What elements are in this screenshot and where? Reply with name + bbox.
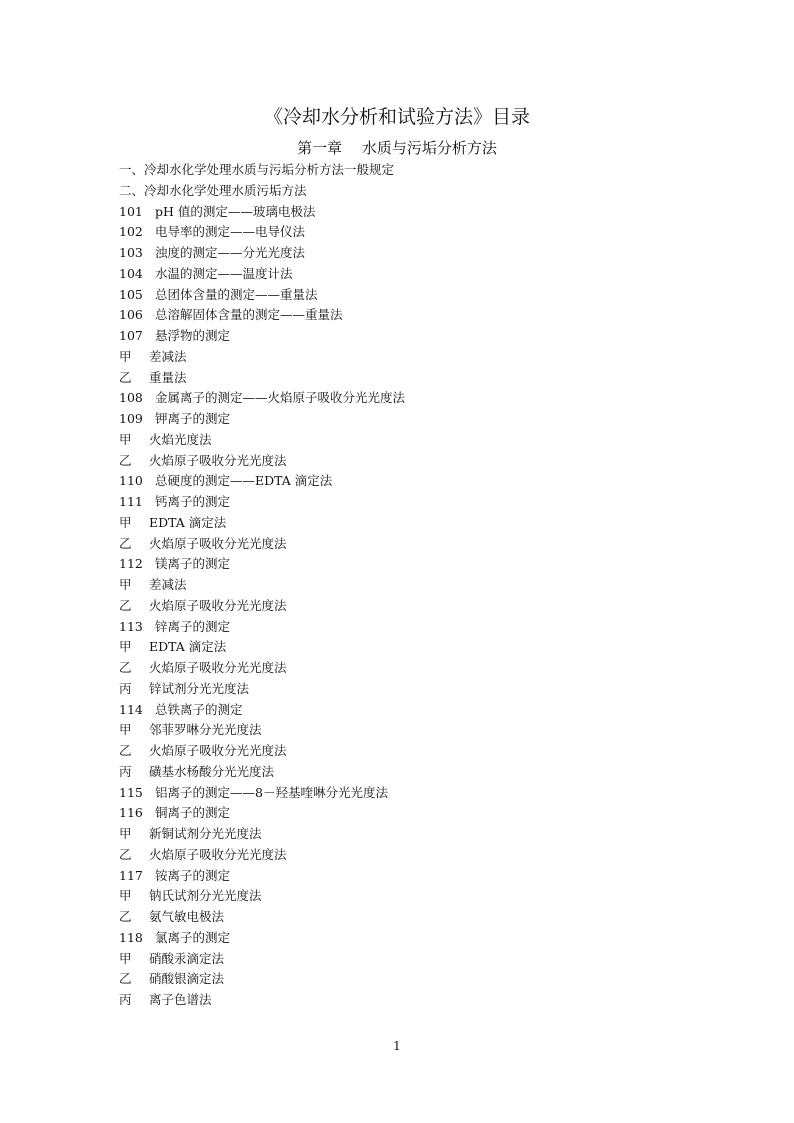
toc-entry-text: 总铁离子的测定	[155, 701, 243, 717]
toc-entry	[119, 928, 405, 949]
toc-entry-text: 金属离子的测定——火焰原子吸收分光光度法	[155, 390, 406, 406]
toc-entry	[119, 513, 405, 534]
toc-entry-text: 钾离子的测定	[155, 411, 231, 426]
toc-entry-text: 总硬度的测定——EDTA 滴定法	[155, 473, 333, 489]
toc-entry-code: 105	[119, 286, 143, 302]
toc-entry-text: 火焰原子吸收分光光度法	[149, 535, 287, 551]
toc-entry	[119, 471, 405, 492]
toc-entry-text: 钠氏试剂分光光度法	[149, 888, 262, 904]
toc-entry-text: 火焰原子吸收分光光度法	[149, 660, 287, 675]
toc-entry-text: 火焰原子吸收分光光度法	[149, 846, 287, 862]
toc-entry-text: 铜离子的测定	[155, 805, 231, 821]
toc-entry-code: 甲	[119, 348, 132, 364]
toc-entry	[119, 720, 405, 741]
toc-entry-text: 邻菲罗啉分光光度法	[149, 722, 262, 738]
page-number: 1	[393, 1039, 401, 1053]
chapter-heading: 第一章 水质与污垢分析方法	[297, 139, 497, 157]
toc-entry-code: 115	[119, 784, 143, 800]
toc-entry-text: 火焰原子吸收分光光度法	[149, 743, 287, 758]
toc-entry	[119, 886, 405, 907]
toc-entry-code: 乙	[119, 971, 132, 987]
toc-entry-code: 102	[119, 224, 143, 240]
toc-entry	[119, 326, 405, 347]
toc-entry-code: 甲	[119, 431, 132, 447]
toc-entry-code: 113	[119, 618, 143, 634]
toc-entry	[119, 658, 405, 679]
toc-entry	[119, 368, 405, 389]
toc-entry-code: 108	[119, 390, 143, 406]
toc-entry	[119, 907, 405, 928]
toc-entry	[119, 409, 405, 430]
toc-entry-text: 总团体含量的测定——重量法	[155, 286, 318, 302]
toc-entry-code: 甲	[119, 826, 132, 841]
toc-entry-text: 硝酸汞滴定法	[149, 950, 225, 966]
toc-entry-text: 氯离子的测定	[155, 929, 231, 945]
toc-entry	[119, 534, 405, 555]
toc-entry-code: 甲	[119, 888, 132, 904]
toc-entry-text: 差减法	[149, 348, 187, 364]
toc-entry	[119, 222, 405, 243]
toc-entry-text: 总溶解固体含量的测定——重量法	[155, 307, 343, 323]
toc-entry-text: 重量法	[149, 369, 187, 385]
toc-entry-code: 甲	[119, 722, 132, 738]
toc-entry	[119, 783, 405, 804]
toc-entry-text: 二、冷却水化学处理水质污垢方法	[119, 182, 307, 198]
toc-entry-code: 109	[119, 411, 143, 426]
toc-entry-code: 乙	[119, 743, 132, 758]
toc-entry-code: 107	[119, 328, 143, 343]
toc-entry	[119, 762, 405, 783]
toc-entry-text: 硝酸银滴定法	[149, 971, 225, 987]
toc-entry-code: 乙	[119, 846, 132, 862]
toc-entry-text: 锌试剂分光光度法	[149, 680, 250, 696]
toc-entry-text: 火焰原子吸收分光光度法	[149, 597, 287, 613]
toc-entry-text: 磺基水杨酸分光光度法	[149, 763, 275, 779]
toc-entry-code: 乙	[119, 535, 132, 551]
document-title: 《冷却水分析和试验方法》目录	[263, 106, 530, 128]
toc-entry-code: 丙	[119, 763, 132, 779]
toc-entry-text: 氨气敏电极法	[149, 909, 225, 924]
toc-entry-code: 乙	[119, 597, 132, 613]
toc-entry-text: 镁离子的测定	[155, 556, 231, 572]
toc-entry-code: 丙	[119, 680, 132, 696]
toc-entry-code: 104	[119, 265, 143, 281]
toc-entry-text: 电导率的测定——电导仪法	[155, 224, 306, 240]
toc-entry	[119, 388, 405, 409]
toc-entry	[119, 866, 405, 887]
toc-entry	[119, 845, 405, 866]
toc-entry	[119, 637, 405, 658]
toc-entry	[119, 264, 405, 285]
toc-entry-text: 锌离子的测定	[155, 618, 231, 634]
toc-entry	[119, 990, 405, 1011]
toc-entry	[119, 700, 405, 721]
toc-entry-code: 乙	[119, 452, 132, 468]
toc-entry-code: 甲	[119, 639, 132, 655]
toc-entry	[119, 305, 405, 326]
toc-entry-text: EDTA 滴定法	[149, 514, 227, 530]
toc-entry	[119, 430, 405, 451]
toc-entry	[119, 824, 405, 845]
toc-entry-text: 差减法	[149, 577, 187, 592]
toc-entry	[119, 554, 405, 575]
toc-entry-text: 一、冷却水化学处理水质与污垢分析方法一般规定	[119, 162, 395, 177]
toc-entry	[119, 617, 405, 638]
toc-entry-code: 乙	[119, 909, 132, 924]
toc-entry	[119, 347, 405, 368]
toc-entry-code: 丙	[119, 992, 132, 1007]
toc-entry-code: 106	[119, 307, 143, 323]
toc-entry-text: EDTA 滴定法	[149, 639, 227, 655]
toc-entry	[119, 969, 405, 990]
toc-entry-code: 118	[119, 929, 143, 945]
toc-entry-code: 甲	[119, 950, 132, 966]
toc-entry	[119, 181, 405, 202]
toc-entry-code: 乙	[119, 369, 132, 385]
toc-entry-code: 111	[119, 494, 143, 509]
toc-entry	[119, 492, 405, 513]
toc-entry-text: 火焰原子吸收分光光度法	[149, 452, 287, 468]
toc-entry-code: 112	[119, 556, 143, 572]
toc-entry-code: 乙	[119, 660, 132, 675]
toc-entry	[119, 202, 405, 223]
toc-entry-text: 离子色谱法	[149, 992, 212, 1007]
toc-entry-code: 甲	[119, 577, 132, 592]
toc-entry	[119, 575, 405, 596]
toc-entry	[119, 596, 405, 617]
toc-entry-text: 新铜试剂分光光度法	[149, 826, 262, 841]
toc-entry-text: 浊度的测定——分光光度法	[155, 245, 306, 260]
toc-entry-text: 铝离子的测定——8－羟基喹啉分光光度法	[155, 784, 388, 800]
toc-entry-code: 114	[119, 701, 143, 717]
toc-entry-code: 110	[119, 473, 143, 489]
toc-entry	[119, 949, 405, 970]
toc-entry-code: 甲	[119, 514, 132, 530]
toc-entry	[119, 741, 405, 762]
toc-entry-text: 钙离子的测定	[155, 494, 231, 509]
toc-entry-text: 火焰光度法	[149, 431, 212, 447]
toc-entry	[119, 243, 405, 264]
toc-entry-text: pH 值的测定——玻璃电极法	[155, 203, 316, 219]
toc-entry	[119, 285, 405, 306]
toc-entry-text: 铵离子的测定	[155, 867, 231, 883]
table-of-contents	[119, 160, 405, 1011]
toc-entry-code: 117	[119, 867, 143, 883]
toc-entry-text: 水温的测定——温度计法	[155, 265, 293, 281]
toc-entry	[119, 451, 405, 472]
toc-entry	[119, 160, 405, 181]
toc-entry	[119, 679, 405, 700]
toc-entry-code: 103	[119, 245, 143, 260]
toc-entry	[119, 803, 405, 824]
toc-entry-code: 116	[119, 805, 143, 821]
toc-entry-text: 悬浮物的测定	[155, 328, 231, 343]
toc-entry-code: 101	[119, 203, 143, 219]
